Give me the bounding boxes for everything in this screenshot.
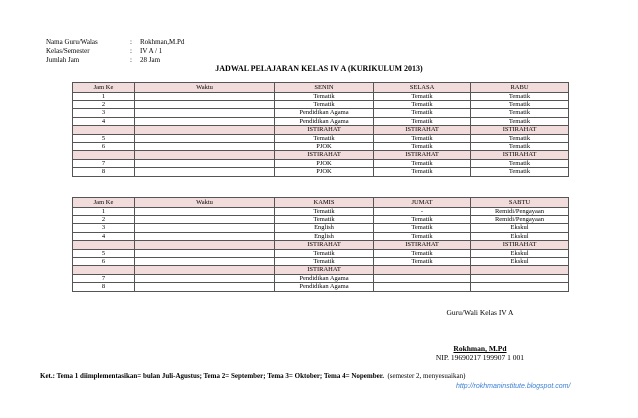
schedule-table-thu-sat [72, 197, 569, 292]
table-cell: Tematik [471, 101, 569, 109]
table-cell: ISTIRAHAT [471, 151, 569, 159]
table-cell: - [374, 207, 471, 215]
header-row: Kelas/Semester : IV A / 1 [46, 47, 163, 55]
table-cell [135, 101, 275, 109]
table-cell: 5 [73, 249, 135, 257]
table-cell: Tematik [471, 109, 569, 117]
document-title: JADWAL PELAJARAN KELAS IV A (KURIKULUM 2013) [215, 64, 423, 73]
table-cell: Tematik [275, 258, 374, 266]
table-cell: Ekskul [471, 249, 569, 257]
table-cell: 8 [73, 283, 135, 291]
table-cell: 1 [73, 207, 135, 215]
table-cell: 7 [73, 159, 135, 167]
table-row [73, 92, 569, 100]
table-cell: 8 [73, 168, 135, 176]
break-row [73, 266, 569, 274]
table-cell: 5 [73, 134, 135, 142]
table-cell: PJOK [275, 168, 374, 176]
table-cell [374, 283, 471, 291]
table-cell [135, 143, 275, 151]
table-row [73, 101, 569, 109]
table-cell: Tematik [374, 216, 471, 224]
table-cell: 4 [73, 232, 135, 240]
table-cell: ISTIRAHAT [374, 151, 471, 159]
table-cell: PJOK [275, 159, 374, 167]
table-cell: Tematik [275, 101, 374, 109]
table-cell [374, 266, 471, 274]
table-cell: ISTIRAHAT [374, 126, 471, 134]
table-cell: Tematik [471, 143, 569, 151]
table-row [73, 143, 569, 151]
table-row [73, 232, 569, 240]
table-cell: Pendidikan Agama [275, 109, 374, 117]
table-cell [135, 266, 275, 274]
table-cell [135, 241, 275, 249]
column-header: SELASA [374, 83, 471, 93]
table-row [73, 109, 569, 117]
table-cell [135, 151, 275, 159]
table-cell: ISTIRAHAT [471, 126, 569, 134]
table-cell [73, 266, 135, 274]
table-cell: Tematik [275, 249, 374, 257]
table-cell: ISTIRAHAT [275, 126, 374, 134]
column-header: JUMAT [374, 198, 471, 208]
table-cell: 2 [73, 101, 135, 109]
table-row [73, 207, 569, 215]
table-cell: Tematik [374, 159, 471, 167]
table-cell: Tematik [374, 92, 471, 100]
blog-url-link[interactable]: http://rokhmaninstitute.blogspot.com/ [456, 383, 571, 390]
table-cell [135, 258, 275, 266]
table-cell: 4 [73, 117, 135, 125]
table-cell: Tematik [374, 101, 471, 109]
table-row [73, 249, 569, 257]
table-row [73, 258, 569, 266]
table-row [73, 283, 569, 291]
schedule-table-mon-wed [72, 82, 569, 177]
table-cell: English [275, 232, 374, 240]
table-cell: 3 [73, 109, 135, 117]
table-cell: Tematik [374, 224, 471, 232]
table-cell [135, 283, 275, 291]
table-cell [135, 109, 275, 117]
table-cell [135, 92, 275, 100]
column-header: Waktu [135, 83, 275, 93]
table-row [73, 216, 569, 224]
table-cell [73, 151, 135, 159]
table-cell: English [275, 224, 374, 232]
table-cell [135, 126, 275, 134]
table-cell: Pendidikan Agama [275, 117, 374, 125]
table-cell [135, 249, 275, 257]
column-header: SENIN [275, 83, 374, 93]
table-row [73, 134, 569, 142]
table-cell: Tematik [471, 168, 569, 176]
table-cell: Tematik [275, 92, 374, 100]
table-cell [471, 283, 569, 291]
table-cell [135, 207, 275, 215]
column-header: Waktu [135, 198, 275, 208]
table-cell [135, 274, 275, 282]
table-row [73, 117, 569, 125]
table-cell: Ekskul [471, 232, 569, 240]
table-cell: Tematik [374, 109, 471, 117]
table-cell: Tematik [374, 249, 471, 257]
table-cell: 3 [73, 224, 135, 232]
table-cell: Tematik [374, 134, 471, 142]
table-row [73, 159, 569, 167]
table-cell: 6 [73, 258, 135, 266]
table-cell: Tematik [374, 258, 471, 266]
break-row [73, 241, 569, 249]
table-row [73, 274, 569, 282]
table-cell: Ekskul [471, 258, 569, 266]
table-cell: Ekskul [471, 224, 569, 232]
table-cell: Tematik [471, 92, 569, 100]
footnote: Ket.: Tema 1 diimplementasikan= bulan Juli-Agustus; Tema 2= September; Tema 3= Oktober; Tema 4= Nopember. (semester 2, menyesuaikan) [40, 372, 466, 380]
table-cell: Pendidikan Agama [275, 283, 374, 291]
table-cell: ISTIRAHAT [275, 241, 374, 249]
table-cell: 2 [73, 216, 135, 224]
table-cell [135, 168, 275, 176]
table-cell [374, 274, 471, 282]
table-cell: Tematik [471, 134, 569, 142]
table-cell: Tematik [471, 117, 569, 125]
table-cell: PJOK [275, 143, 374, 151]
table-cell: Remidi/Pengayaan [471, 207, 569, 215]
table-cell: Tematik [275, 207, 374, 215]
header-row: Jumlah Jam : 28 Jam [46, 56, 161, 64]
column-header: Jam Ke [73, 83, 135, 93]
table-row [73, 168, 569, 176]
column-header: Jam Ke [73, 198, 135, 208]
table-cell [135, 134, 275, 142]
table-cell [135, 117, 275, 125]
column-header: RABU [471, 83, 569, 93]
column-header: SABTU [471, 198, 569, 208]
table-cell [471, 266, 569, 274]
table-cell [135, 216, 275, 224]
table-cell: 6 [73, 143, 135, 151]
table-cell: Tematik [374, 232, 471, 240]
table-cell: ISTIRAHAT [275, 151, 374, 159]
table-cell [135, 159, 275, 167]
table-cell [73, 241, 135, 249]
table-cell: Tematik [275, 216, 374, 224]
table-cell: Remidi/Pengayaan [471, 216, 569, 224]
table-cell: ISTIRAHAT [374, 241, 471, 249]
table-cell: Tematik [374, 143, 471, 151]
table-row [73, 224, 569, 232]
signature-name: Rokhman, M.Pd [453, 344, 507, 353]
table-cell: Tematik [374, 117, 471, 125]
table-cell: 1 [73, 92, 135, 100]
signature-role: Guru/Wali Kelas IV A [446, 308, 514, 317]
table-cell: Tematik [471, 159, 569, 167]
column-header: KAMIS [275, 198, 374, 208]
table-cell [73, 126, 135, 134]
table-cell [135, 224, 275, 232]
break-row [73, 126, 569, 134]
signature-nip: NIP. 19690217 199907 1 001 [435, 353, 525, 362]
table-cell: ISTIRAHAT [471, 241, 569, 249]
table-cell: 7 [73, 274, 135, 282]
table-cell [471, 274, 569, 282]
table-cell [135, 232, 275, 240]
table-cell: Pendidikan Agama [275, 274, 374, 282]
header-row: Nama Guru/Walas : Rokhman,M.Pd [46, 38, 185, 46]
break-row [73, 151, 569, 159]
table-cell: ISTIRAHAT [275, 266, 374, 274]
table-cell: Tematik [374, 168, 471, 176]
table-cell: Tematik [275, 134, 374, 142]
